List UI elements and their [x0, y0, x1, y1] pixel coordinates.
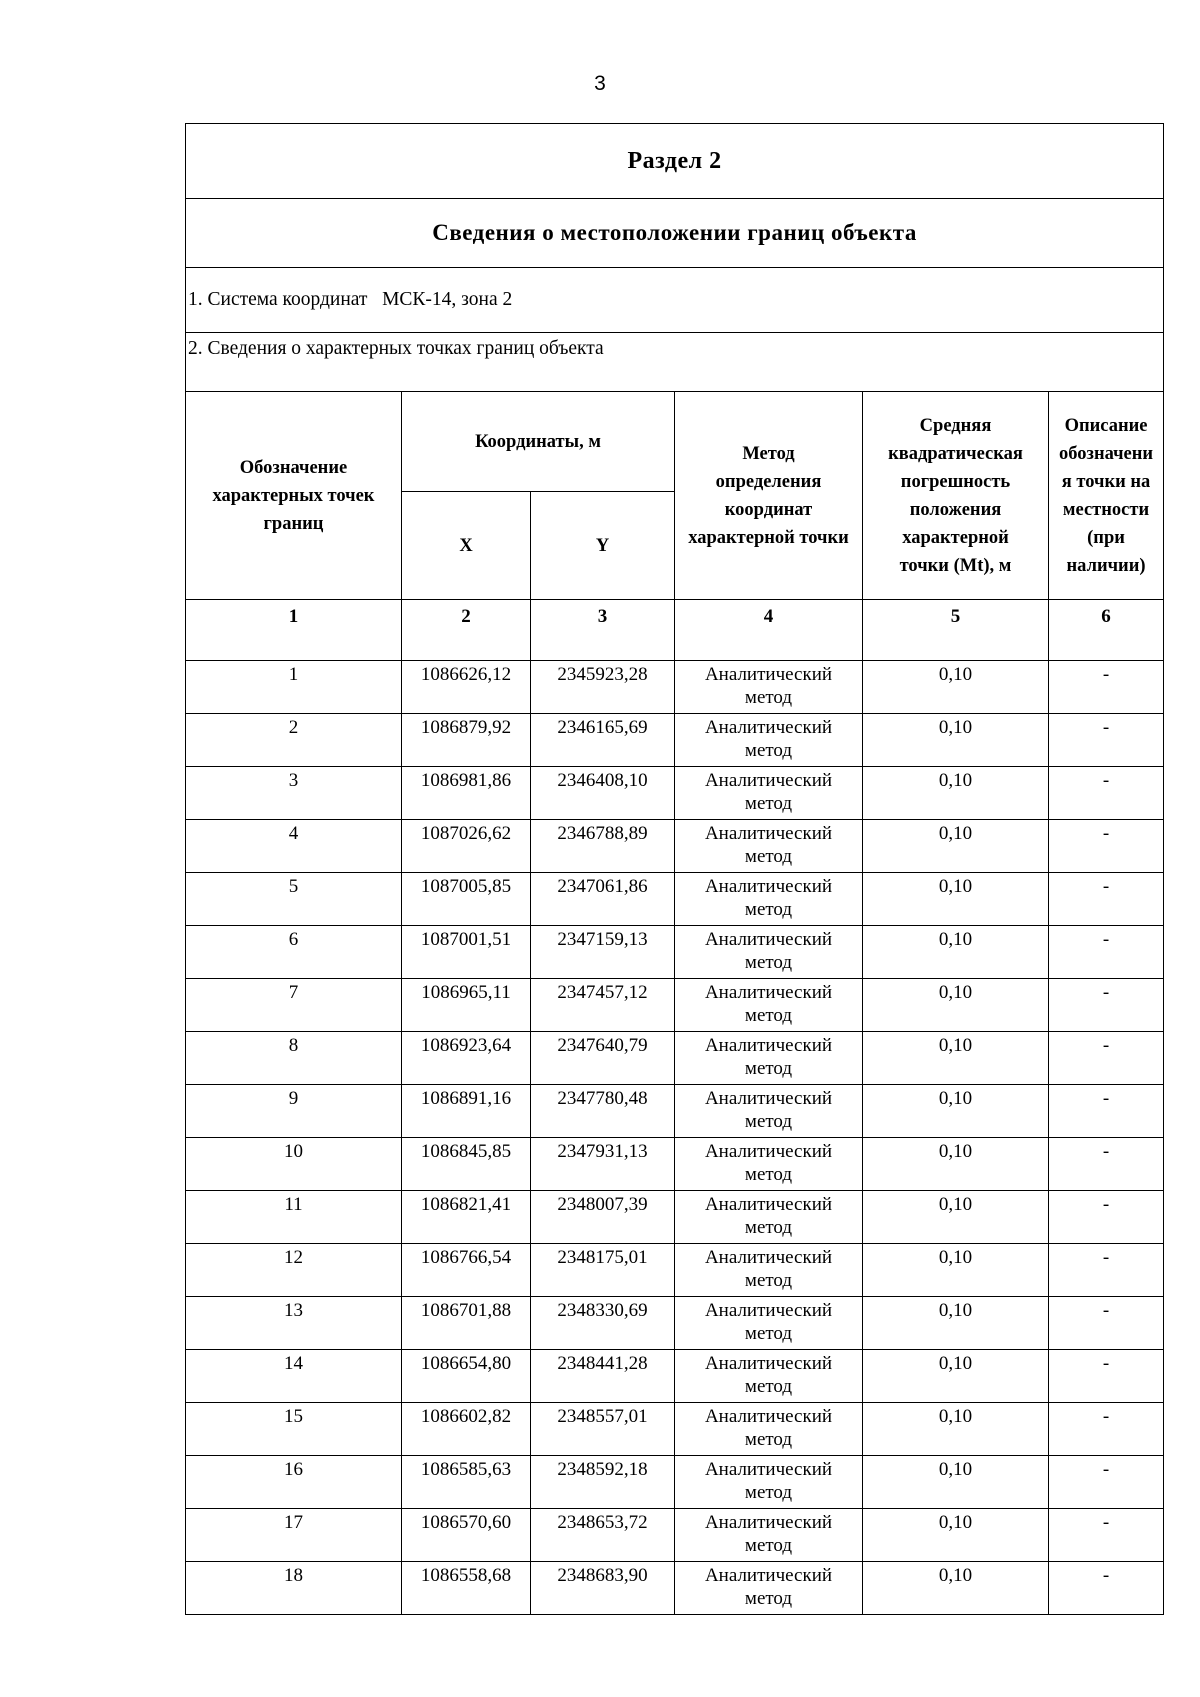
method-line: Аналитический — [704, 1353, 833, 1374]
header-description-line: я точки на — [1061, 471, 1151, 492]
method-line: Аналитический — [704, 664, 833, 685]
point-number-cell: 13 — [186, 1297, 402, 1350]
x-coordinate-cell: 1086766,54 — [402, 1244, 531, 1297]
method-line: метод — [744, 1270, 793, 1291]
mean-square-error-cell: 0,10 — [863, 1456, 1049, 1509]
y-coordinate-cell: 2348441,28 — [531, 1350, 675, 1403]
column-number: 3 — [531, 600, 675, 661]
description-cell: - — [1049, 661, 1164, 714]
header-error-line: Средняя — [919, 415, 992, 436]
method-line: метод — [744, 1323, 793, 1344]
header-description — [1049, 392, 1164, 600]
description-cell: - — [1049, 1403, 1164, 1456]
method-line: Аналитический — [704, 770, 833, 791]
x-coordinate-cell: 1086654,80 — [402, 1350, 531, 1403]
header-error-line: положения — [909, 499, 1002, 520]
method-cell — [675, 1509, 863, 1562]
method-cell — [675, 767, 863, 820]
table-row — [186, 1191, 1164, 1244]
coord-system-value: МСК-14, зона 2 — [382, 289, 513, 310]
point-number-cell: 5 — [186, 873, 402, 926]
table-row — [186, 1138, 1164, 1191]
y-coordinate-cell: 2345923,28 — [531, 661, 675, 714]
method-cell — [675, 1138, 863, 1191]
boundary-points-table — [185, 123, 1164, 1615]
header-error-line: квадратическая — [888, 443, 1023, 464]
point-number-cell: 10 — [186, 1138, 402, 1191]
header-error-line: точки (Mt), м — [899, 555, 1012, 576]
table-row — [186, 979, 1164, 1032]
method-cell — [675, 1403, 863, 1456]
method-cell — [675, 1562, 863, 1615]
table-row — [186, 1509, 1164, 1562]
x-coordinate-cell: 1086701,88 — [402, 1297, 531, 1350]
description-cell: - — [1049, 820, 1164, 873]
x-coordinate-cell: 1086965,11 — [402, 979, 531, 1032]
section-subtitle: Сведения о местоположении границ объекта — [186, 199, 1164, 268]
table-row — [186, 1085, 1164, 1138]
method-cell — [675, 1085, 863, 1138]
mean-square-error-cell: 0,10 — [863, 873, 1049, 926]
table-row — [186, 1456, 1164, 1509]
x-coordinate-cell: 1086558,68 — [402, 1562, 531, 1615]
method-cell — [675, 926, 863, 979]
table-row — [186, 1032, 1164, 1085]
method-line: метод — [744, 1376, 793, 1397]
method-line: Аналитический — [704, 1035, 833, 1056]
y-coordinate-cell: 2348007,39 — [531, 1191, 675, 1244]
method-line: Аналитический — [704, 929, 833, 950]
method-line: Аналитический — [704, 876, 833, 897]
description-cell: - — [1049, 1085, 1164, 1138]
method-cell — [675, 979, 863, 1032]
description-cell: - — [1049, 1138, 1164, 1191]
header-designation-line: границ — [263, 513, 324, 534]
method-cell — [675, 714, 863, 767]
method-line: Аналитический — [704, 1406, 833, 1427]
x-coordinate-cell: 1087026,62 — [402, 820, 531, 873]
y-coordinate-cell: 2348592,18 — [531, 1456, 675, 1509]
x-coordinate-cell: 1087001,51 — [402, 926, 531, 979]
header-designation-line: характерных точек — [212, 485, 375, 506]
header-description-line: Описание — [1064, 415, 1148, 436]
header-method-line: координат — [724, 499, 813, 520]
method-line: Аналитический — [704, 1141, 833, 1162]
table-row — [186, 820, 1164, 873]
header-coordinates: Координаты, м — [402, 392, 675, 492]
y-coordinate-cell: 2346788,89 — [531, 820, 675, 873]
mean-square-error-cell: 0,10 — [863, 1403, 1049, 1456]
y-coordinate-cell: 2347780,48 — [531, 1085, 675, 1138]
x-coordinate-cell: 1087005,85 — [402, 873, 531, 926]
method-line: Аналитический — [704, 1512, 833, 1533]
description-cell: - — [1049, 873, 1164, 926]
description-cell: - — [1049, 1456, 1164, 1509]
point-number-cell: 2 — [186, 714, 402, 767]
column-number: 5 — [863, 600, 1049, 661]
y-coordinate-cell: 2347061,86 — [531, 873, 675, 926]
method-cell — [675, 1297, 863, 1350]
mean-square-error-cell: 0,10 — [863, 1191, 1049, 1244]
x-coordinate-cell: 1086891,16 — [402, 1085, 531, 1138]
method-line: метод — [744, 687, 793, 708]
point-number-cell: 7 — [186, 979, 402, 1032]
description-cell: - — [1049, 1244, 1164, 1297]
table-row — [186, 926, 1164, 979]
x-coordinate-cell: 1086981,86 — [402, 767, 531, 820]
point-number-cell: 6 — [186, 926, 402, 979]
method-line: метод — [744, 1429, 793, 1450]
point-number-cell: 11 — [186, 1191, 402, 1244]
y-coordinate-cell: 2347640,79 — [531, 1032, 675, 1085]
y-coordinate-cell: 2348653,72 — [531, 1509, 675, 1562]
method-line: метод — [744, 1005, 793, 1026]
point-number-cell: 1 — [186, 661, 402, 714]
method-cell — [675, 1244, 863, 1297]
x-coordinate-cell: 1086602,82 — [402, 1403, 531, 1456]
point-number-cell: 9 — [186, 1085, 402, 1138]
method-line: метод — [744, 1482, 793, 1503]
y-coordinate-cell: 2348683,90 — [531, 1562, 675, 1615]
y-coordinate-cell: 2348175,01 — [531, 1244, 675, 1297]
header-method — [675, 392, 863, 600]
point-number-cell: 17 — [186, 1509, 402, 1562]
description-cell: - — [1049, 1191, 1164, 1244]
header-method-line: Метод — [742, 443, 795, 464]
mean-square-error-cell: 0,10 — [863, 1509, 1049, 1562]
description-cell: - — [1049, 767, 1164, 820]
header-method-line: определения — [715, 471, 822, 492]
table-row — [186, 767, 1164, 820]
header-description-line: обозначени — [1059, 443, 1154, 464]
method-cell — [675, 1191, 863, 1244]
mean-square-error-cell: 0,10 — [863, 820, 1049, 873]
table-row — [186, 1403, 1164, 1456]
method-line: Аналитический — [704, 717, 833, 738]
section-title: Раздел 2 — [186, 124, 1164, 199]
method-line: метод — [744, 793, 793, 814]
method-line: Аналитический — [704, 1565, 833, 1586]
column-number: 6 — [1049, 600, 1164, 661]
description-cell: - — [1049, 926, 1164, 979]
method-line: Аналитический — [704, 1247, 833, 1268]
header-description-line: (при — [1087, 527, 1125, 548]
y-coordinate-cell: 2347159,13 — [531, 926, 675, 979]
header-description-line: местности — [1062, 499, 1150, 520]
x-coordinate-cell: 1086626,12 — [402, 661, 531, 714]
method-line: метод — [744, 1588, 793, 1609]
description-cell: - — [1049, 1297, 1164, 1350]
method-line: метод — [744, 740, 793, 761]
method-line: Аналитический — [704, 1300, 833, 1321]
column-number: 4 — [675, 600, 863, 661]
description-cell: - — [1049, 1032, 1164, 1085]
x-coordinate-cell: 1086845,85 — [402, 1138, 531, 1191]
method-line: метод — [744, 1217, 793, 1238]
table-row — [186, 1562, 1164, 1615]
table-row — [186, 714, 1164, 767]
y-coordinate-cell: 2348557,01 — [531, 1403, 675, 1456]
y-coordinate-cell: 2348330,69 — [531, 1297, 675, 1350]
table-row — [186, 661, 1164, 714]
point-number-cell: 16 — [186, 1456, 402, 1509]
description-cell: - — [1049, 1350, 1164, 1403]
mean-square-error-cell: 0,10 — [863, 1138, 1049, 1191]
column-number: 1 — [186, 600, 402, 661]
coord-system-label: 1. Система координат — [188, 289, 368, 310]
method-line: Аналитический — [704, 1088, 833, 1109]
x-coordinate-cell: 1086923,64 — [402, 1032, 531, 1085]
mean-square-error-cell: 0,10 — [863, 1032, 1049, 1085]
point-number-cell: 14 — [186, 1350, 402, 1403]
mean-square-error-cell: 0,10 — [863, 661, 1049, 714]
mean-square-error-cell: 0,10 — [863, 1562, 1049, 1615]
method-cell — [675, 1350, 863, 1403]
method-line: метод — [744, 899, 793, 920]
table-row — [186, 873, 1164, 926]
header-designation-line: Обозначение — [239, 457, 348, 478]
mean-square-error-cell: 0,10 — [863, 979, 1049, 1032]
method-cell — [675, 1032, 863, 1085]
point-number-cell: 12 — [186, 1244, 402, 1297]
boundary-points-sheet — [185, 123, 1163, 1615]
x-coordinate-cell: 1086585,63 — [402, 1456, 531, 1509]
table-row — [186, 1244, 1164, 1297]
point-number-cell: 3 — [186, 767, 402, 820]
method-line: метод — [744, 1058, 793, 1079]
header-mean-square-error — [863, 392, 1049, 600]
method-line: метод — [744, 1111, 793, 1132]
method-line: Аналитический — [704, 823, 833, 844]
x-coordinate-cell: 1086821,41 — [402, 1191, 531, 1244]
y-coordinate-cell: 2347931,13 — [531, 1138, 675, 1191]
header-error-line: погрешность — [900, 471, 1011, 492]
method-line: метод — [744, 1535, 793, 1556]
mean-square-error-cell: 0,10 — [863, 767, 1049, 820]
header-x: X — [402, 492, 531, 600]
mean-square-error-cell: 0,10 — [863, 1244, 1049, 1297]
x-coordinate-cell: 1086879,92 — [402, 714, 531, 767]
point-number-cell: 18 — [186, 1562, 402, 1615]
header-method-line: характерной точки — [688, 527, 849, 548]
header-description-line: наличии) — [1066, 555, 1146, 576]
method-line: метод — [744, 952, 793, 973]
description-cell: - — [1049, 1509, 1164, 1562]
method-line: Аналитический — [704, 1459, 833, 1480]
description-cell: - — [1049, 714, 1164, 767]
x-coordinate-cell: 1086570,60 — [402, 1509, 531, 1562]
y-coordinate-cell: 2346408,10 — [531, 767, 675, 820]
header-y: Y — [531, 492, 675, 600]
coordinate-system-row — [186, 268, 1164, 333]
description-cell: - — [1049, 1562, 1164, 1615]
header-designation — [186, 392, 402, 600]
method-cell — [675, 661, 863, 714]
column-number: 2 — [402, 600, 531, 661]
method-cell — [675, 1456, 863, 1509]
point-number-cell: 8 — [186, 1032, 402, 1085]
mean-square-error-cell: 0,10 — [863, 926, 1049, 979]
table-row — [186, 1297, 1164, 1350]
method-cell — [675, 873, 863, 926]
method-line: Аналитический — [704, 1194, 833, 1215]
header-error-line: характерной — [902, 527, 1009, 548]
mean-square-error-cell: 0,10 — [863, 1085, 1049, 1138]
point-number-cell: 4 — [186, 820, 402, 873]
mean-square-error-cell: 0,10 — [863, 1350, 1049, 1403]
method-line: метод — [744, 846, 793, 867]
method-line: метод — [744, 1164, 793, 1185]
points-heading: 2. Сведения о характерных точках границ объекта — [186, 333, 1164, 392]
mean-square-error-cell: 0,10 — [863, 1297, 1049, 1350]
mean-square-error-cell: 0,10 — [863, 714, 1049, 767]
method-cell — [675, 820, 863, 873]
y-coordinate-cell: 2347457,12 — [531, 979, 675, 1032]
description-cell: - — [1049, 979, 1164, 1032]
table-row — [186, 1350, 1164, 1403]
method-line: Аналитический — [704, 982, 833, 1003]
page-number: 3 — [594, 72, 606, 95]
y-coordinate-cell: 2346165,69 — [531, 714, 675, 767]
point-number-cell: 15 — [186, 1403, 402, 1456]
